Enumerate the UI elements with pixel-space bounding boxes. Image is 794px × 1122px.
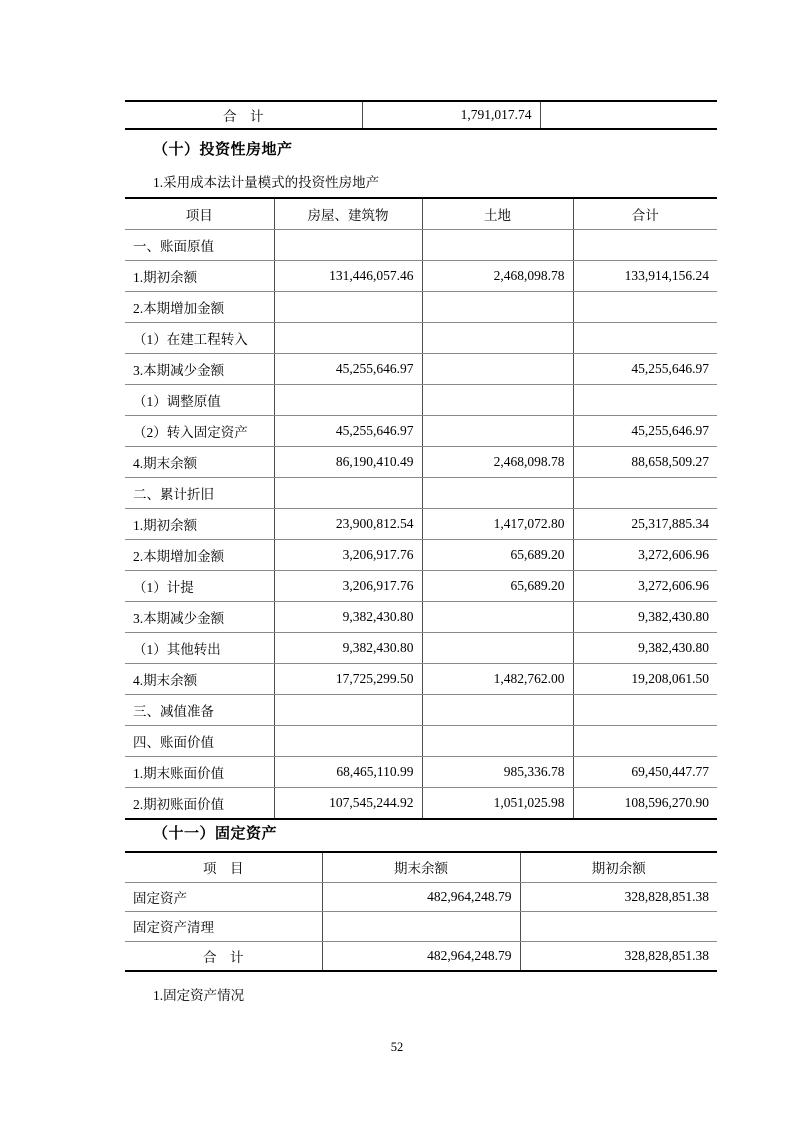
total-value-cell: 25,317,885.34 xyxy=(573,509,717,540)
header-beginning-balance: 期初余额 xyxy=(520,852,717,882)
buildings-value-cell xyxy=(274,385,422,416)
total-value-cell xyxy=(573,726,717,757)
header-item: 项目 xyxy=(125,198,274,230)
land-value-cell xyxy=(422,726,573,757)
land-value-cell: 985,336.78 xyxy=(422,757,573,788)
buildings-value-cell xyxy=(274,726,422,757)
table-row xyxy=(125,788,717,820)
table-row xyxy=(125,540,717,571)
buildings-value-cell xyxy=(274,323,422,354)
row-label-cell: 1.期末账面价值 xyxy=(125,757,274,788)
total-value-cell xyxy=(573,323,717,354)
row-label-cell: 2.本期增加金额 xyxy=(125,540,274,571)
total-value-cell xyxy=(573,292,717,323)
row-label-cell: 二、累计折旧 xyxy=(125,478,274,509)
beginning-balance-cell xyxy=(520,912,717,942)
total-value-cell xyxy=(573,695,717,726)
table-row xyxy=(125,385,717,416)
total-value-cell: 9,382,430.80 xyxy=(573,633,717,664)
table-row xyxy=(125,447,717,478)
buildings-value-cell: 3,206,917.76 xyxy=(274,571,422,602)
row-label-cell: 三、减值准备 xyxy=(125,695,274,726)
buildings-value-cell: 131,446,057.46 xyxy=(274,261,422,292)
section10-subheading: 1.采用成本法计量模式的投资性房地产 xyxy=(153,175,380,190)
beginning-balance-cell: 328,828,851.38 xyxy=(520,941,717,971)
total-value-cell: 19,208,061.50 xyxy=(573,664,717,695)
table-header-row xyxy=(125,852,717,882)
ending-balance-cell: 482,964,248.79 xyxy=(322,882,520,912)
table-row xyxy=(125,571,717,602)
header-item: 项 目 xyxy=(125,852,322,882)
total-value-cell: 133,914,156.24 xyxy=(573,261,717,292)
row-label-cell: 1.期初余额 xyxy=(125,509,274,540)
section-heading-investment-property: （十）投资性房地产 xyxy=(153,142,293,158)
table-row xyxy=(125,695,717,726)
buildings-value-cell xyxy=(274,695,422,726)
page-number: 52 xyxy=(390,1040,404,1054)
land-value-cell xyxy=(422,602,573,633)
table-row xyxy=(125,478,717,509)
table-row xyxy=(125,230,717,261)
land-value-cell: 1,482,762.00 xyxy=(422,664,573,695)
buildings-value-cell: 45,255,646.97 xyxy=(274,416,422,447)
total-empty-cell xyxy=(540,101,717,129)
table-row xyxy=(125,416,717,447)
land-value-cell: 65,689.20 xyxy=(422,540,573,571)
row-label-cell: 固定资产清理 xyxy=(125,912,322,942)
row-label-cell: （1）调整原值 xyxy=(125,385,274,416)
fixed-assets-table xyxy=(125,851,717,972)
row-label-cell: （1）其他转出 xyxy=(125,633,274,664)
total-value-cell xyxy=(573,478,717,509)
table-row xyxy=(125,912,717,942)
buildings-value-cell: 45,255,646.97 xyxy=(274,354,422,385)
row-label-cell: 合 计 xyxy=(203,949,244,965)
table-row xyxy=(125,882,717,912)
buildings-value-cell: 9,382,430.80 xyxy=(274,602,422,633)
row-label-cell: （1）计提 xyxy=(125,571,274,602)
buildings-value-cell: 23,900,812.54 xyxy=(274,509,422,540)
total-value-cell xyxy=(573,230,717,261)
buildings-value-cell: 68,465,110.99 xyxy=(274,757,422,788)
header-ending-balance: 期末余额 xyxy=(322,852,520,882)
land-value-cell xyxy=(422,633,573,664)
total-value-cell: 108,596,270.90 xyxy=(573,788,717,820)
table-row xyxy=(125,664,717,695)
buildings-value-cell: 17,725,299.50 xyxy=(274,664,422,695)
row-label-cell: 3.本期减少金额 xyxy=(125,602,274,633)
table-row xyxy=(125,726,717,757)
land-value-cell xyxy=(422,354,573,385)
land-value-cell xyxy=(422,230,573,261)
total-value-cell: 45,255,646.97 xyxy=(573,416,717,447)
ending-balance-cell xyxy=(322,912,520,942)
buildings-value-cell: 3,206,917.76 xyxy=(274,540,422,571)
row-label-cell: 2.期初账面价值 xyxy=(133,797,225,812)
land-value-cell xyxy=(422,323,573,354)
buildings-value-cell xyxy=(274,478,422,509)
table-row xyxy=(125,292,717,323)
table-row xyxy=(125,633,717,664)
row-label-cell: 3.本期减少金额 xyxy=(125,354,274,385)
row-label-cell: 1.期初余额 xyxy=(125,261,274,292)
buildings-value-cell: 86,190,410.49 xyxy=(274,447,422,478)
buildings-value-cell xyxy=(274,292,422,323)
land-value-cell: 2,468,098.78 xyxy=(422,261,573,292)
row-label-cell: （2）转入固定资产 xyxy=(125,416,274,447)
table-row xyxy=(125,941,717,971)
land-value-cell: 1,417,072.80 xyxy=(422,509,573,540)
land-value-cell: 2,468,098.78 xyxy=(422,447,573,478)
land-value-cell xyxy=(422,695,573,726)
row-label-cell: （1）在建工程转入 xyxy=(125,323,274,354)
land-value-cell xyxy=(422,416,573,447)
total-value-cell: 9,382,430.80 xyxy=(573,602,717,633)
previous-table-total xyxy=(125,100,717,130)
table-row xyxy=(125,602,717,633)
total-value-cell: 45,255,646.97 xyxy=(573,354,717,385)
header-total: 合计 xyxy=(573,198,717,230)
total-value-cell: 3,272,606.96 xyxy=(573,571,717,602)
land-value-cell xyxy=(422,385,573,416)
buildings-value-cell: 107,545,244.92 xyxy=(274,788,422,820)
table-row xyxy=(125,323,717,354)
row-label-cell: 一、账面原值 xyxy=(125,230,274,261)
total-value-cell xyxy=(573,385,717,416)
total-row xyxy=(125,101,717,129)
row-label-cell: 4.期末余额 xyxy=(125,447,274,478)
investment-property-table xyxy=(125,197,717,820)
total-value: 1,791,017.74 xyxy=(362,101,540,129)
beginning-balance-cell: 328,828,851.38 xyxy=(520,882,717,912)
land-value-cell xyxy=(422,292,573,323)
table-header-row xyxy=(125,198,717,230)
buildings-value-cell xyxy=(274,230,422,261)
row-label-cell: 固定资产 xyxy=(125,882,322,912)
section-heading-fixed-assets: （十一）固定资产 xyxy=(153,826,278,842)
table-row xyxy=(125,354,717,385)
table-row xyxy=(125,509,717,540)
header-buildings: 房屋、建筑物 xyxy=(274,198,422,230)
ending-balance-cell: 482,964,248.79 xyxy=(322,941,520,971)
row-label-cell: 2.本期增加金额 xyxy=(125,292,274,323)
total-value-cell: 69,450,447.77 xyxy=(573,757,717,788)
land-value-cell: 1,051,025.98 xyxy=(422,788,573,820)
land-value-cell: 65,689.20 xyxy=(422,571,573,602)
land-value-cell xyxy=(422,478,573,509)
buildings-value-cell: 9,382,430.80 xyxy=(274,633,422,664)
row-label-cell: 4.期末余额 xyxy=(125,664,274,695)
fixed-assets-note: 1.固定资产情况 xyxy=(153,988,245,1003)
table-row xyxy=(125,757,717,788)
table-row xyxy=(125,261,717,292)
total-label: 合 计 xyxy=(223,109,264,124)
header-land: 土地 xyxy=(422,198,573,230)
row-label-cell: 四、账面价值 xyxy=(125,726,274,757)
total-value-cell: 88,658,509.27 xyxy=(573,447,717,478)
total-value-cell: 3,272,606.96 xyxy=(573,540,717,571)
